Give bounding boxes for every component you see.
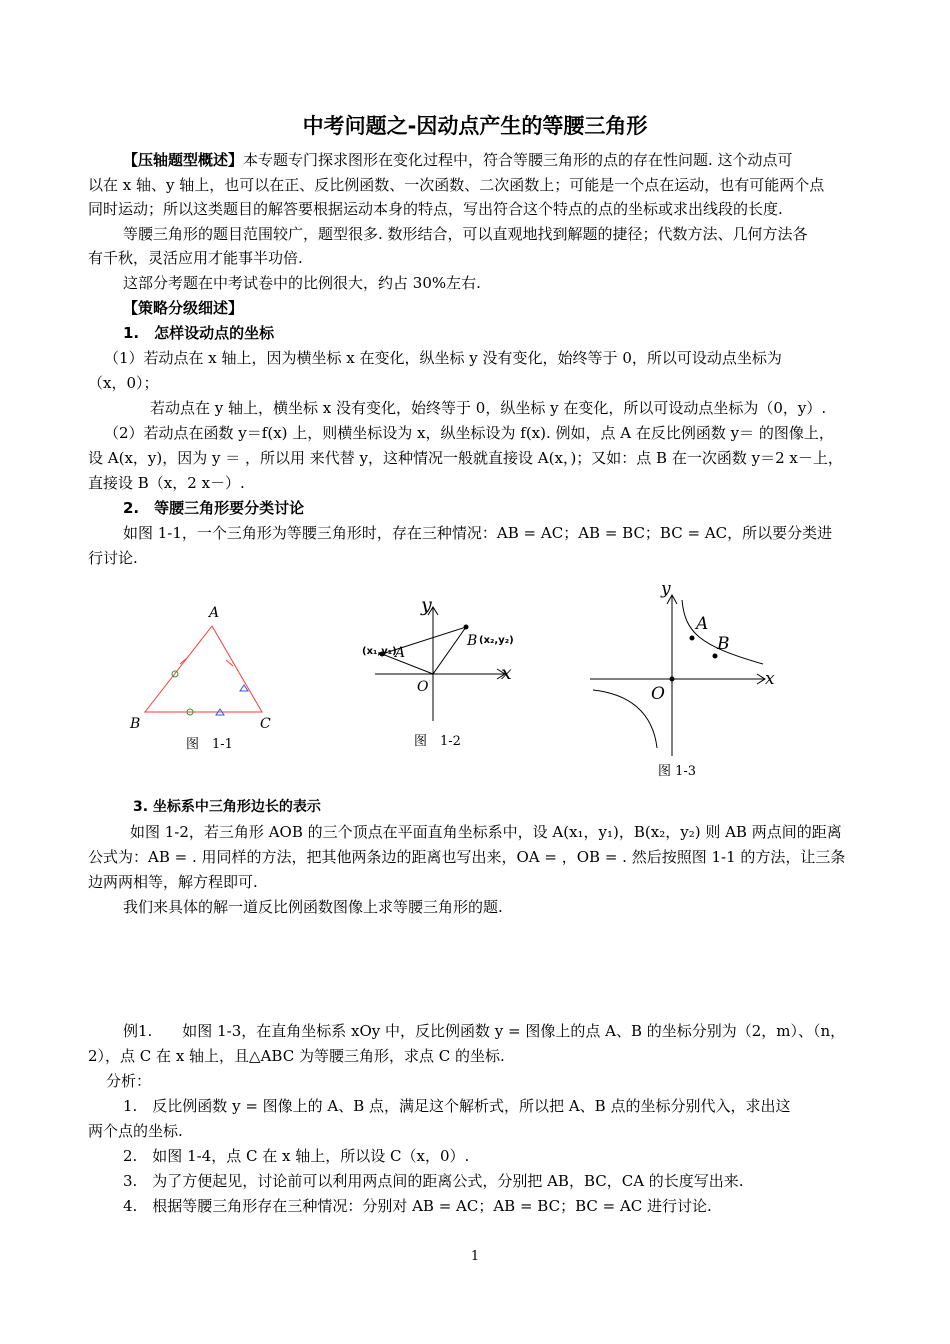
s2-line-3: 直接设 B（x，2 x－）. — [88, 474, 245, 492]
label-o: O — [651, 684, 665, 704]
s1-line-1: （1）若动点在 x 轴上，因为横坐标 x 在变化，纵坐标 y 没有变化，始终等于 0，所以可设动点坐标为 — [104, 349, 782, 367]
overview-line-3: 同时运动；所以这类题目的解答要根据运动本身的特点，写出符合这个特点的点的坐标或求出线段的长度. — [88, 200, 783, 218]
triangle-abc — [145, 626, 262, 712]
analysis-label: 分析： — [106, 1072, 152, 1090]
label-a: A — [209, 605, 220, 621]
heading-1: 1. 怎样设动点的坐标 — [123, 324, 275, 342]
label-y: y — [661, 579, 671, 599]
s1-line-3: 若动点在 y 轴上，横坐标 x 没有变化，始终等于 0，纵坐标 y 在变化，所以可设动点坐标为（0，y）. — [150, 399, 827, 417]
figure-1-3-caption: 图 1-3 — [658, 764, 697, 779]
overview-line-1: 【压轴题型概述】本专题专门探求图形在变化过程中，符合等腰三角形的点的存在性问题. 这个动点可 — [123, 151, 793, 169]
analysis-item-1-line-1: 1. 反比例函数 y = 图像上的 A、B 点，满足这个解析式，所以把 A、B 点的坐标分别代入，求出这 — [123, 1097, 791, 1115]
label-x: x — [765, 669, 775, 689]
label-x: x — [501, 662, 512, 684]
strategy-label: 【策略分级细述】 — [123, 299, 244, 317]
label-o: O — [417, 679, 429, 695]
overview-label: 【压轴题型概述】 — [123, 151, 244, 169]
label-b-coord: (x₂,y₂) — [479, 635, 514, 646]
overview-para2-line-1: 等腰三角形的题目范围较广，题型很多. 数形结合，可以直观地找到解题的捷径；代数方法、几何方法各 — [123, 225, 808, 243]
analysis-item-2: 2. 如图 1-4，点 C 在 x 轴上，所以设 C（x，0）. — [123, 1147, 470, 1165]
hyperbola-branch-positive — [682, 600, 763, 664]
figure-1-2-caption: 图 1-2 — [414, 734, 461, 749]
s2-line-2: 设 A(x，y)，因为 y ＝ ，所以用 来代替 y，这种情况一般就直接设 A(x，)；又如：点 B 在一次函数 y＝2 x－上， — [88, 449, 843, 467]
heading-2: 2. 等腰三角形要分类讨论 — [123, 499, 305, 517]
origin-point — [670, 677, 675, 682]
c3-line-4: 我们来具体的解一道反比例函数图像上求等腰三角形的题. — [123, 898, 503, 916]
analysis-item-1-line-2: 两个点的坐标. — [88, 1122, 183, 1140]
figure-1-1-caption: 图 1-1 — [186, 737, 233, 752]
point-b — [713, 654, 718, 659]
c1-line-2: 行讨论. — [88, 549, 138, 567]
label-b: B — [130, 716, 141, 732]
page-title: 中考问题之-因动点产生的等腰三角形 — [302, 114, 648, 138]
overview-para2-line-2: 有千秋，灵活应用才能事半功倍. — [88, 249, 303, 267]
c3-line-2: 公式为：AB = . 用同样的方法，把其他两条边的距离也写出来，OA = ，OB = . 然后按照图 1-1 的方法，让三条 — [88, 848, 846, 866]
overview-line-2: 以在 x 轴、y 轴上，也可以在正、反比例函数、一次函数、二次函数上；可能是一个点在运动，也有可能两个点 — [88, 176, 825, 194]
label-a-coord: (x₁,y₁) — [362, 646, 397, 657]
heading-3: 3. 坐标系中三角形边长的表示 — [133, 799, 321, 815]
overview-para3: 这部分考题在中考试卷中的比例很大，约占 30%左右. — [123, 274, 481, 292]
point-a — [690, 636, 695, 641]
c1-line-1: 如图 1-1，一个三角形为等腰三角形时，存在三种情况：AB = AC；AB = BC；BC = AC，所以要分类进 — [123, 524, 833, 542]
label-b: B — [717, 634, 730, 654]
figure-1-2 — [355, 593, 525, 728]
hyperbola-branch-negative — [593, 690, 657, 748]
label-a: A — [395, 645, 406, 661]
analysis-item-4: 4. 根据等腰三角形存在三种情况：分别对 AB = AC；AB = BC；BC = AC 进行讨论. — [123, 1197, 712, 1215]
s2-line-1: （2）若动点在函数 y＝f(x) 上，则横坐标设为 x，纵坐标设为 f(x). 例如，点 A 在反比例函数 y＝ 的图像上， — [104, 424, 834, 442]
label-c: C — [260, 716, 271, 732]
figure-1-3 — [585, 578, 790, 760]
label-b: B — [467, 633, 478, 649]
c3-line-3: 边两两相等，解方程即可. — [88, 873, 258, 891]
label-y: y — [421, 594, 432, 616]
example-line-2: 2），点 C 在 x 轴上，且△ABC 为等腰三角形，求点 C 的坐标. — [88, 1047, 505, 1065]
c3-line-1: 如图 1-2，若三角形 AOB 的三个顶点在平面直角坐标系中，设 A(x₁，y₁)，B(x₂，y₂) 则 AB 两点间的距离 — [130, 823, 842, 841]
analysis-item-3: 3. 为了方便起见，讨论前可以利用两点间的距离公式，分别把 AB，BC，CA 的长度写出来. — [123, 1172, 744, 1190]
label-a: A — [696, 614, 709, 634]
example-line-1: 例1. 如图 1-3，在直角坐标系 xOy 中，反比例函数 y = 图像上的点 A、B 的坐标分别为（2，m）、（n， — [123, 1022, 846, 1040]
s1-line-2: （x，0）； — [88, 374, 159, 392]
page-number: 1 — [470, 1249, 480, 1264]
point-b — [464, 625, 469, 630]
